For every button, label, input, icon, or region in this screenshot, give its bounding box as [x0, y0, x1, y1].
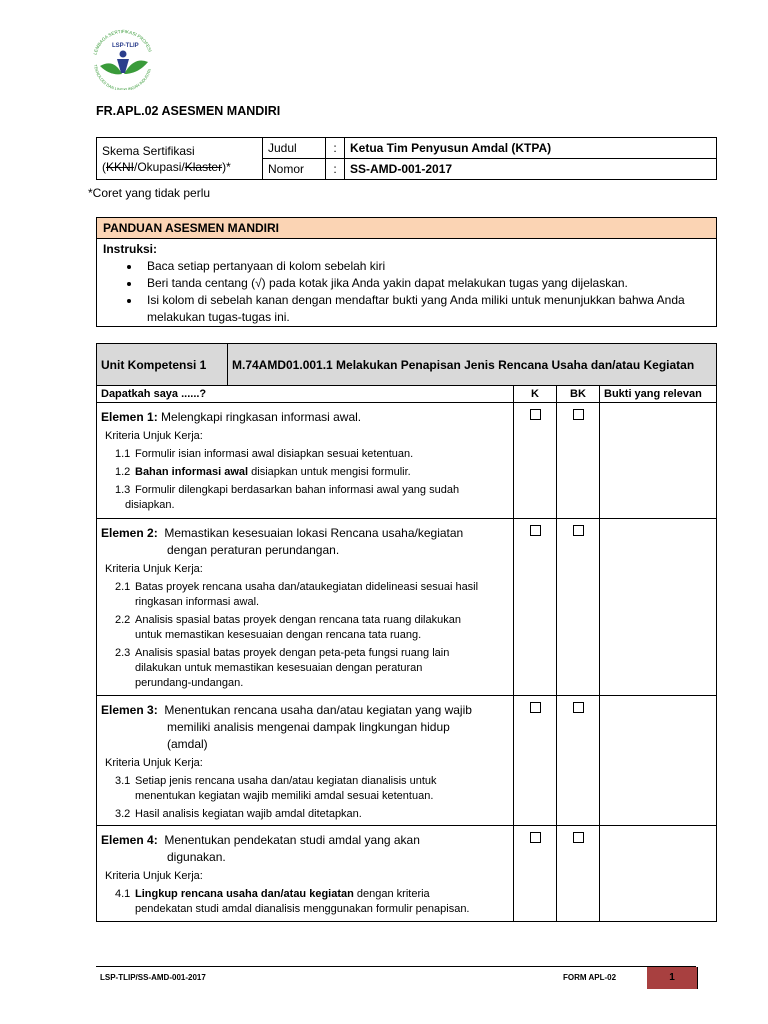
scheme-judul-value: Ketua Tim Penyusun Amdal (KTPA) — [345, 138, 717, 159]
scheme-label: Skema Sertifikasi — [102, 143, 195, 158]
element-row — [97, 826, 717, 922]
lsp-logo-graphic — [86, 28, 160, 90]
page-number: 1 — [647, 967, 698, 989]
k-cell — [514, 696, 557, 826]
evidence-cell[interactable] — [600, 403, 717, 519]
k-checkbox[interactable] — [530, 525, 541, 536]
kuk-label: Kriteria Unjuk Kerja: — [105, 757, 203, 769]
instruction-label: Instruksi: — [103, 242, 158, 256]
instruction-item: • Isi kolom di sebelah kanan dengan mendaftar bukti yang Anda miliki untuk menunjukkan bahwa Anda melakukan tugas-tugas ini. — [141, 292, 710, 326]
scheme-label-cell: Skema Sertifikasi (KKNI/Okupasi/Klaster)* — [97, 138, 263, 180]
coret-note: *Coret yang tidak perlu — [88, 186, 211, 200]
evidence-cell[interactable] — [600, 696, 717, 826]
k-cell — [514, 403, 557, 519]
document-title: FR.APL.02 ASESMEN MANDIRI — [96, 104, 281, 118]
element-row — [97, 696, 717, 826]
evidence-cell[interactable] — [600, 826, 717, 922]
k-cell — [514, 519, 557, 696]
svg-text:TEKNOLOGI DAN LINGKUNGAN INDUS: TEKNOLOGI DAN LINGKUNGAN INDUSTRI — [93, 64, 153, 90]
guide-header: PANDUAN ASESMEN MANDIRI — [97, 218, 716, 239]
evidence-cell[interactable] — [600, 519, 717, 696]
footer-doc-code: LSP-TLIP/SS-AMD-001-2017 — [100, 973, 206, 982]
element-title: Elemen 3: Menentukan rencana usaha dan/atau kegiatan yang wajib memiliki analisis mengenai dampak lingkungan hidup (amdal) — [101, 703, 472, 751]
guide-body — [97, 239, 716, 328]
kuk-label: Kriteria Unjuk Kerja: — [105, 430, 203, 442]
criteria-item: 2.3 Analisis spasial batas proyek dengan peta-peta fungsi ruang lain dilakukan untuk memastikan kesesuaian dengan peraturan perundang-undangan. — [115, 647, 450, 689]
unit-table — [96, 343, 717, 922]
element-cell — [97, 519, 514, 696]
criteria-item: 3.1 Setiap jenis rencana usaha dan/atau kegiatan dianalisis untuk menentukan kegiatan wajib memiliki amdal sesuai ketentuan. — [115, 775, 437, 802]
criteria-item: 3.2 Hasil analisis kegiatan wajib amdal ditetapkan. — [115, 808, 362, 820]
svg-text:LEMBAGA SERTIFIKASI PROFESI: LEMBAGA SERTIFIKASI PROFESI — [92, 28, 153, 56]
scheme-nomor-value: SS-AMD-001-2017 — [345, 159, 717, 180]
bk-cell — [557, 403, 600, 519]
unit-code-title: M.74AMD01.001.1 Melakukan Penapisan Jenis Rencana Usaha dan/atau Kegiatan — [228, 344, 717, 386]
bk-cell — [557, 519, 600, 696]
criteria-item: 2.2 Analisis spasial batas proyek dengan rencana tata ruang dilakukan untuk memastikan kesesuaian dengan rencana tata ruang. — [115, 614, 461, 641]
scheme-sep: : — [326, 159, 345, 180]
col-k: K — [514, 386, 557, 403]
k-checkbox[interactable] — [530, 409, 541, 420]
bk-checkbox[interactable] — [573, 409, 584, 420]
instruction-list — [103, 258, 710, 326]
unit-label: Unit Kompetensi 1 — [97, 344, 228, 386]
footer-form-label: FORM APL-02 — [563, 973, 617, 982]
element-title: Elemen 1: Melengkapi ringkasan informasi awal. — [101, 410, 362, 424]
element-row — [97, 519, 717, 696]
svg-text:LSP-TLIP: LSP-TLIP — [112, 43, 139, 49]
scheme-judul-label: Judul — [263, 138, 326, 159]
bk-cell — [557, 826, 600, 922]
element-cell — [97, 403, 514, 519]
element-title: Elemen 4: Menentukan pendekatan studi amdal yang akan digunakan. — [101, 833, 420, 864]
kuk-label: Kriteria Unjuk Kerja: — [105, 870, 203, 882]
instruction-item: • Beri tanda centang (√) pada kotak jika Anda yakin dapat melakukan tugas yang dijelaskan. — [141, 275, 710, 292]
element-cell — [97, 826, 514, 922]
instruction-item: • Baca setiap pertanyaan di kolom sebelah kiri — [141, 258, 710, 275]
col-question: Dapatkah saya ......? — [97, 386, 514, 403]
k-cell — [514, 826, 557, 922]
criteria-item: 1.3 Formulir dilengkapi berdasarkan bahan informasi awal yang sudah disiapkan. — [115, 484, 460, 511]
scheme-kkni: KKNI — [106, 159, 135, 174]
scheme-nomor-label: Nomor — [263, 159, 326, 180]
footer-divider — [96, 966, 696, 967]
bk-cell — [557, 696, 600, 826]
bk-checkbox[interactable] — [573, 832, 584, 843]
col-evidence: Bukti yang relevan — [600, 386, 717, 403]
criteria-item: 1.2 Bahan informasi awal disiapkan untuk mengisi formulir. — [115, 466, 411, 478]
criteria-item: 1.1 Formulir isian informasi awal disiapkan sesuai ketentuan. — [115, 448, 414, 460]
element-cell — [97, 696, 514, 826]
guide-box — [96, 217, 717, 327]
lsp-logo — [86, 28, 160, 90]
col-bk: BK — [557, 386, 600, 403]
kuk-label: Kriteria Unjuk Kerja: — [105, 563, 203, 575]
k-checkbox[interactable] — [530, 832, 541, 843]
element-row — [97, 403, 717, 519]
k-checkbox[interactable] — [530, 702, 541, 713]
scheme-table — [96, 137, 717, 180]
bk-checkbox[interactable] — [573, 702, 584, 713]
scheme-klaster: Klaster — [184, 159, 223, 174]
criteria-item: 2.1 Batas proyek rencana usaha dan/ataukegiatan didelineasi sesuai hasil ringkasan informasi awal. — [115, 581, 479, 608]
element-title: Elemen 2: Memastikan kesesuaian lokasi Rencana usaha/kegiatan dengan peraturan perundangan. — [101, 526, 464, 557]
bk-checkbox[interactable] — [573, 525, 584, 536]
scheme-sep: : — [326, 138, 345, 159]
criteria-item: 4.1 Lingkup rencana usaha dan/atau kegiatan dengan kriteria pendekatan studi amdal dianalisis menggunakan formulir penapisan. — [115, 888, 470, 915]
